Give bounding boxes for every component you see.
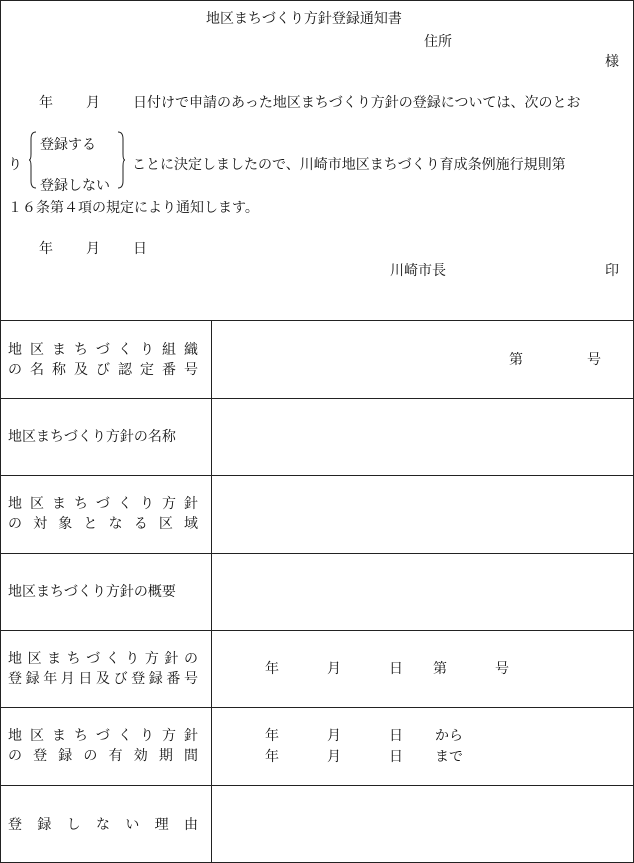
row-divider: [0, 630, 634, 631]
label-line: 地区まちづくり方針: [8, 496, 198, 512]
row-label-rejection-reason: [8, 815, 198, 835]
label-line: 地区まちづくり組織: [8, 342, 198, 358]
date-day: 日: [133, 241, 147, 257]
address-label: 住所: [424, 34, 452, 50]
label-line: 登録年月日及び登録番号: [8, 671, 198, 687]
column-divider: [211, 320, 212, 863]
row-label-organization: [8, 340, 198, 380]
document-title: 地区まちづくり方針登録通知書: [206, 11, 402, 27]
option-not-register: 登録しない: [40, 178, 110, 194]
organization-input-area[interactable]: [215, 324, 629, 394]
valid-until-year: 年: [265, 749, 279, 765]
cert-number-suffix: 号: [587, 352, 601, 368]
mayor-title: 川崎市長: [390, 263, 446, 279]
seal-mark: 印: [605, 263, 619, 279]
label-line: の登録の有効期間: [8, 748, 198, 764]
reg-year: 年: [265, 661, 279, 677]
valid-from-day: 日: [389, 728, 403, 744]
valid-from-month: 月: [327, 728, 341, 744]
policy-name-input-area[interactable]: [215, 402, 629, 471]
date-year: 年: [39, 241, 53, 257]
left-brace-icon: [29, 131, 37, 183]
option-register: 登録する: [40, 137, 96, 153]
reg-month: 月: [327, 661, 341, 677]
reg-number-prefix: 第: [433, 661, 447, 677]
reg-day: 日: [389, 661, 403, 677]
honorific: 様: [605, 54, 619, 70]
row-label-overview: [8, 582, 198, 602]
row-divider: [0, 707, 634, 708]
label-line: の名称及び認定番号: [8, 362, 198, 378]
valid-until-month: 月: [327, 749, 341, 765]
label-line: 登録しない理由: [8, 817, 198, 833]
row-divider: [0, 553, 634, 554]
label-line: 地区まちづくり方針の概要: [8, 584, 176, 600]
label-line: 地区まちづくり方針の: [8, 651, 198, 667]
date-month: 月: [86, 241, 100, 257]
valid-until-day: 日: [389, 749, 403, 765]
body-ri: り: [8, 157, 22, 173]
body-line-3: １６条第４項の規定により通知します。: [8, 200, 259, 216]
row-label-validity-period: [8, 726, 198, 766]
label-line: の対象となる区域: [8, 516, 198, 532]
rejection-reason-input-area[interactable]: [215, 789, 629, 859]
row-divider: [0, 785, 634, 786]
body-line-2: ことに決定しましたので、川崎市地区まちづくり育成条例施行規則第: [132, 157, 566, 173]
label-line: 地区まちづくり方針: [8, 728, 198, 744]
body-month: 月: [86, 95, 100, 111]
body-line-1: 日付けで申請のあった地区まちづくり方針の登録については、次のとお: [133, 95, 581, 111]
overview-input-area[interactable]: [215, 557, 629, 626]
valid-until-label: まで: [435, 749, 463, 765]
valid-from-label: から: [435, 728, 463, 744]
label-line: 地区まちづくり方針の名称: [8, 429, 176, 445]
row-divider: [0, 475, 634, 476]
row-divider: [0, 398, 634, 399]
target-area-input-area[interactable]: [215, 479, 629, 549]
row-label-policy-name: [8, 427, 198, 447]
cert-number-prefix: 第: [509, 352, 523, 368]
table-top-border: [0, 320, 634, 321]
reg-number-suffix: 号: [495, 661, 509, 677]
body-year: 年: [39, 95, 53, 111]
row-label-registration-date-number: [8, 649, 198, 689]
right-brace-icon: [117, 131, 125, 183]
valid-from-year: 年: [265, 728, 279, 744]
row-label-target-area: [8, 494, 198, 534]
